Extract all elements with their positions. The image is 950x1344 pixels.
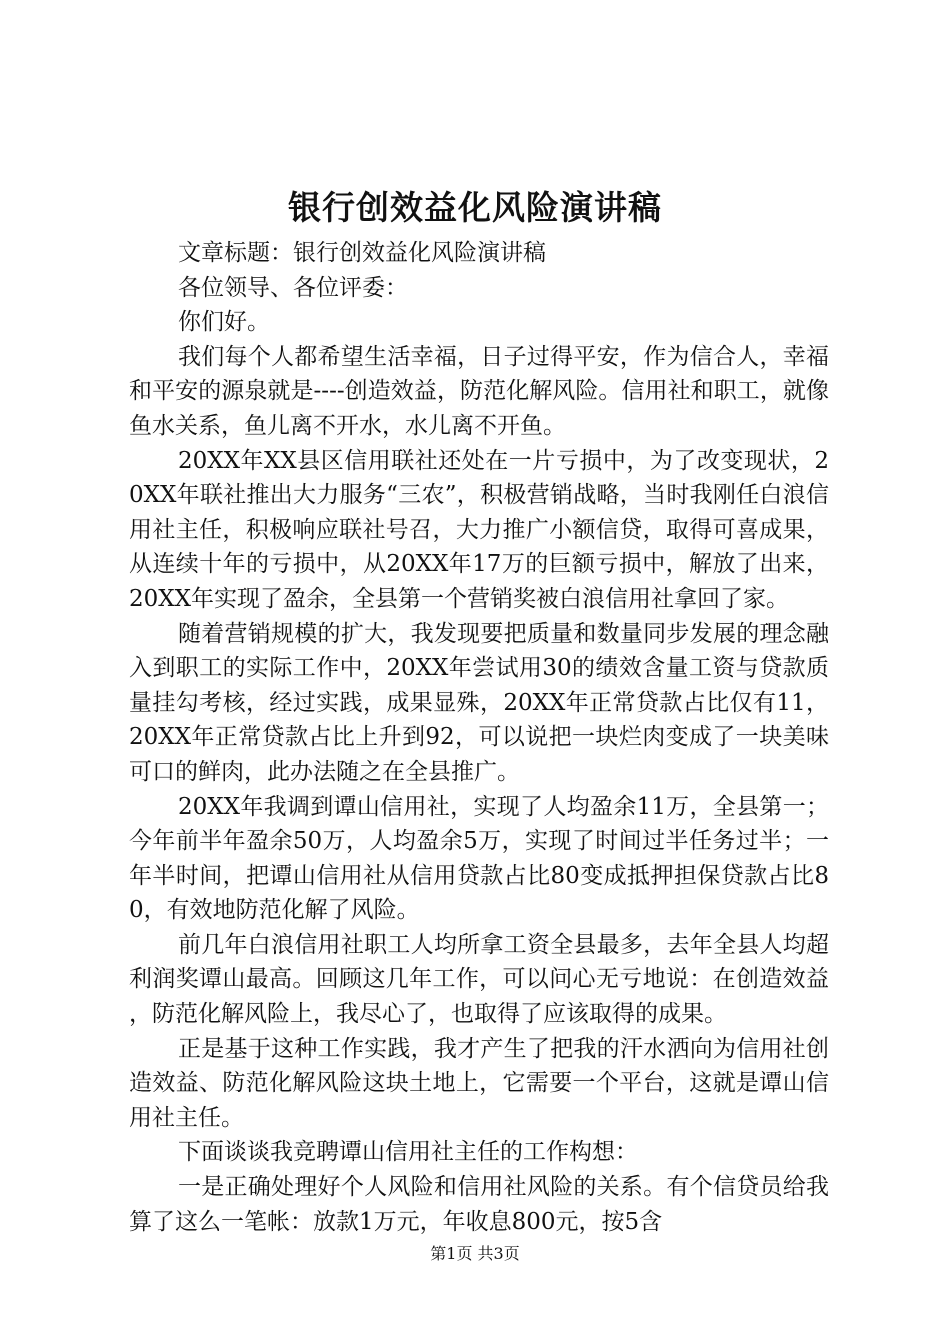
paragraph-salutation: 各位领导、各位评委： bbox=[178, 274, 408, 301]
paragraph-greeting: 你们好。 bbox=[178, 309, 270, 336]
paragraph-article-title: 文章标题：银行创效益化风险演讲稿 bbox=[178, 240, 546, 266]
document-body bbox=[129, 236, 829, 1239]
page-footer: 第1页 共3页 bbox=[430, 1244, 520, 1263]
paragraph: 随着营销规模的扩大，我发现要把质量和数量同步发展的理念融入到职工的实际工作中，20XX年尝试用30的绩效含量工资与贷款质量挂勾考核，经过实践，成果显殊，20XX年正常贷款占比仅有11，20XX年正常贷款占比上升到92，可以说把一块烂肉变成了一块美味可口的鲜肉，此办法随之在全县推广。 bbox=[129, 620, 829, 785]
paragraph: 20XX年XX县区信用联社还处在一片亏损中，为了改变现状，20XX年联社推出大力服务“三农”，积极营销战略，当时我刚任白浪信用社主任，积极响应联社号召，大力推广小额信贷，取得可喜成果，从连续十年的亏损中，从20XX年17万的巨额亏损中，解放了出来，20XX年实现了盈余，全县第一个营销奖被白浪信用社拿回了家。 bbox=[129, 447, 829, 612]
paragraph: 一是正确处理好个人风险和信用社风险的关系。有个信贷员给我算了这么一笔帐：放款1万元，年收息800元，按5含 bbox=[129, 1174, 829, 1235]
paragraph: 下面谈谈我竞聘谭山信用社主任的工作构想： bbox=[178, 1139, 638, 1166]
paragraph: 我们每个人都希望生活幸福，日子过得平安，作为信合人，幸福和平安的源泉就是----创造效益，防范化解风险。信用社和职工，就像鱼水关系，鱼儿离不开水，水儿离不开鱼。 bbox=[129, 343, 829, 439]
paragraph: 20XX年我调到谭山信用社，实现了人均盈余11万，全县第一；今年前半年盈余50万，人均盈余5万，实现了时间过半任务过半；一年半时间，把谭山信用社从信用贷款占比80变成抵押担保贷款占比80，有效地防范化解了风险。 bbox=[129, 793, 829, 924]
paragraph: 正是基于这种工作实践，我才产生了把我的汗水洒向为信用社创造效益、防范化解风险这块土地上，它需要一个平台，这就是谭山信用社主任。 bbox=[129, 1035, 829, 1131]
document-title: 银行创效益化风险演讲稿 bbox=[288, 188, 662, 227]
paragraph: 前几年白浪信用社职工人均所拿工资全县最多，去年全县人均超利润奖谭山最高。回顾这几年工作，可以问心无亏地说：在创造效益，防范化解风险上，我尽心了，也取得了应该取得的成果。 bbox=[129, 931, 829, 1028]
